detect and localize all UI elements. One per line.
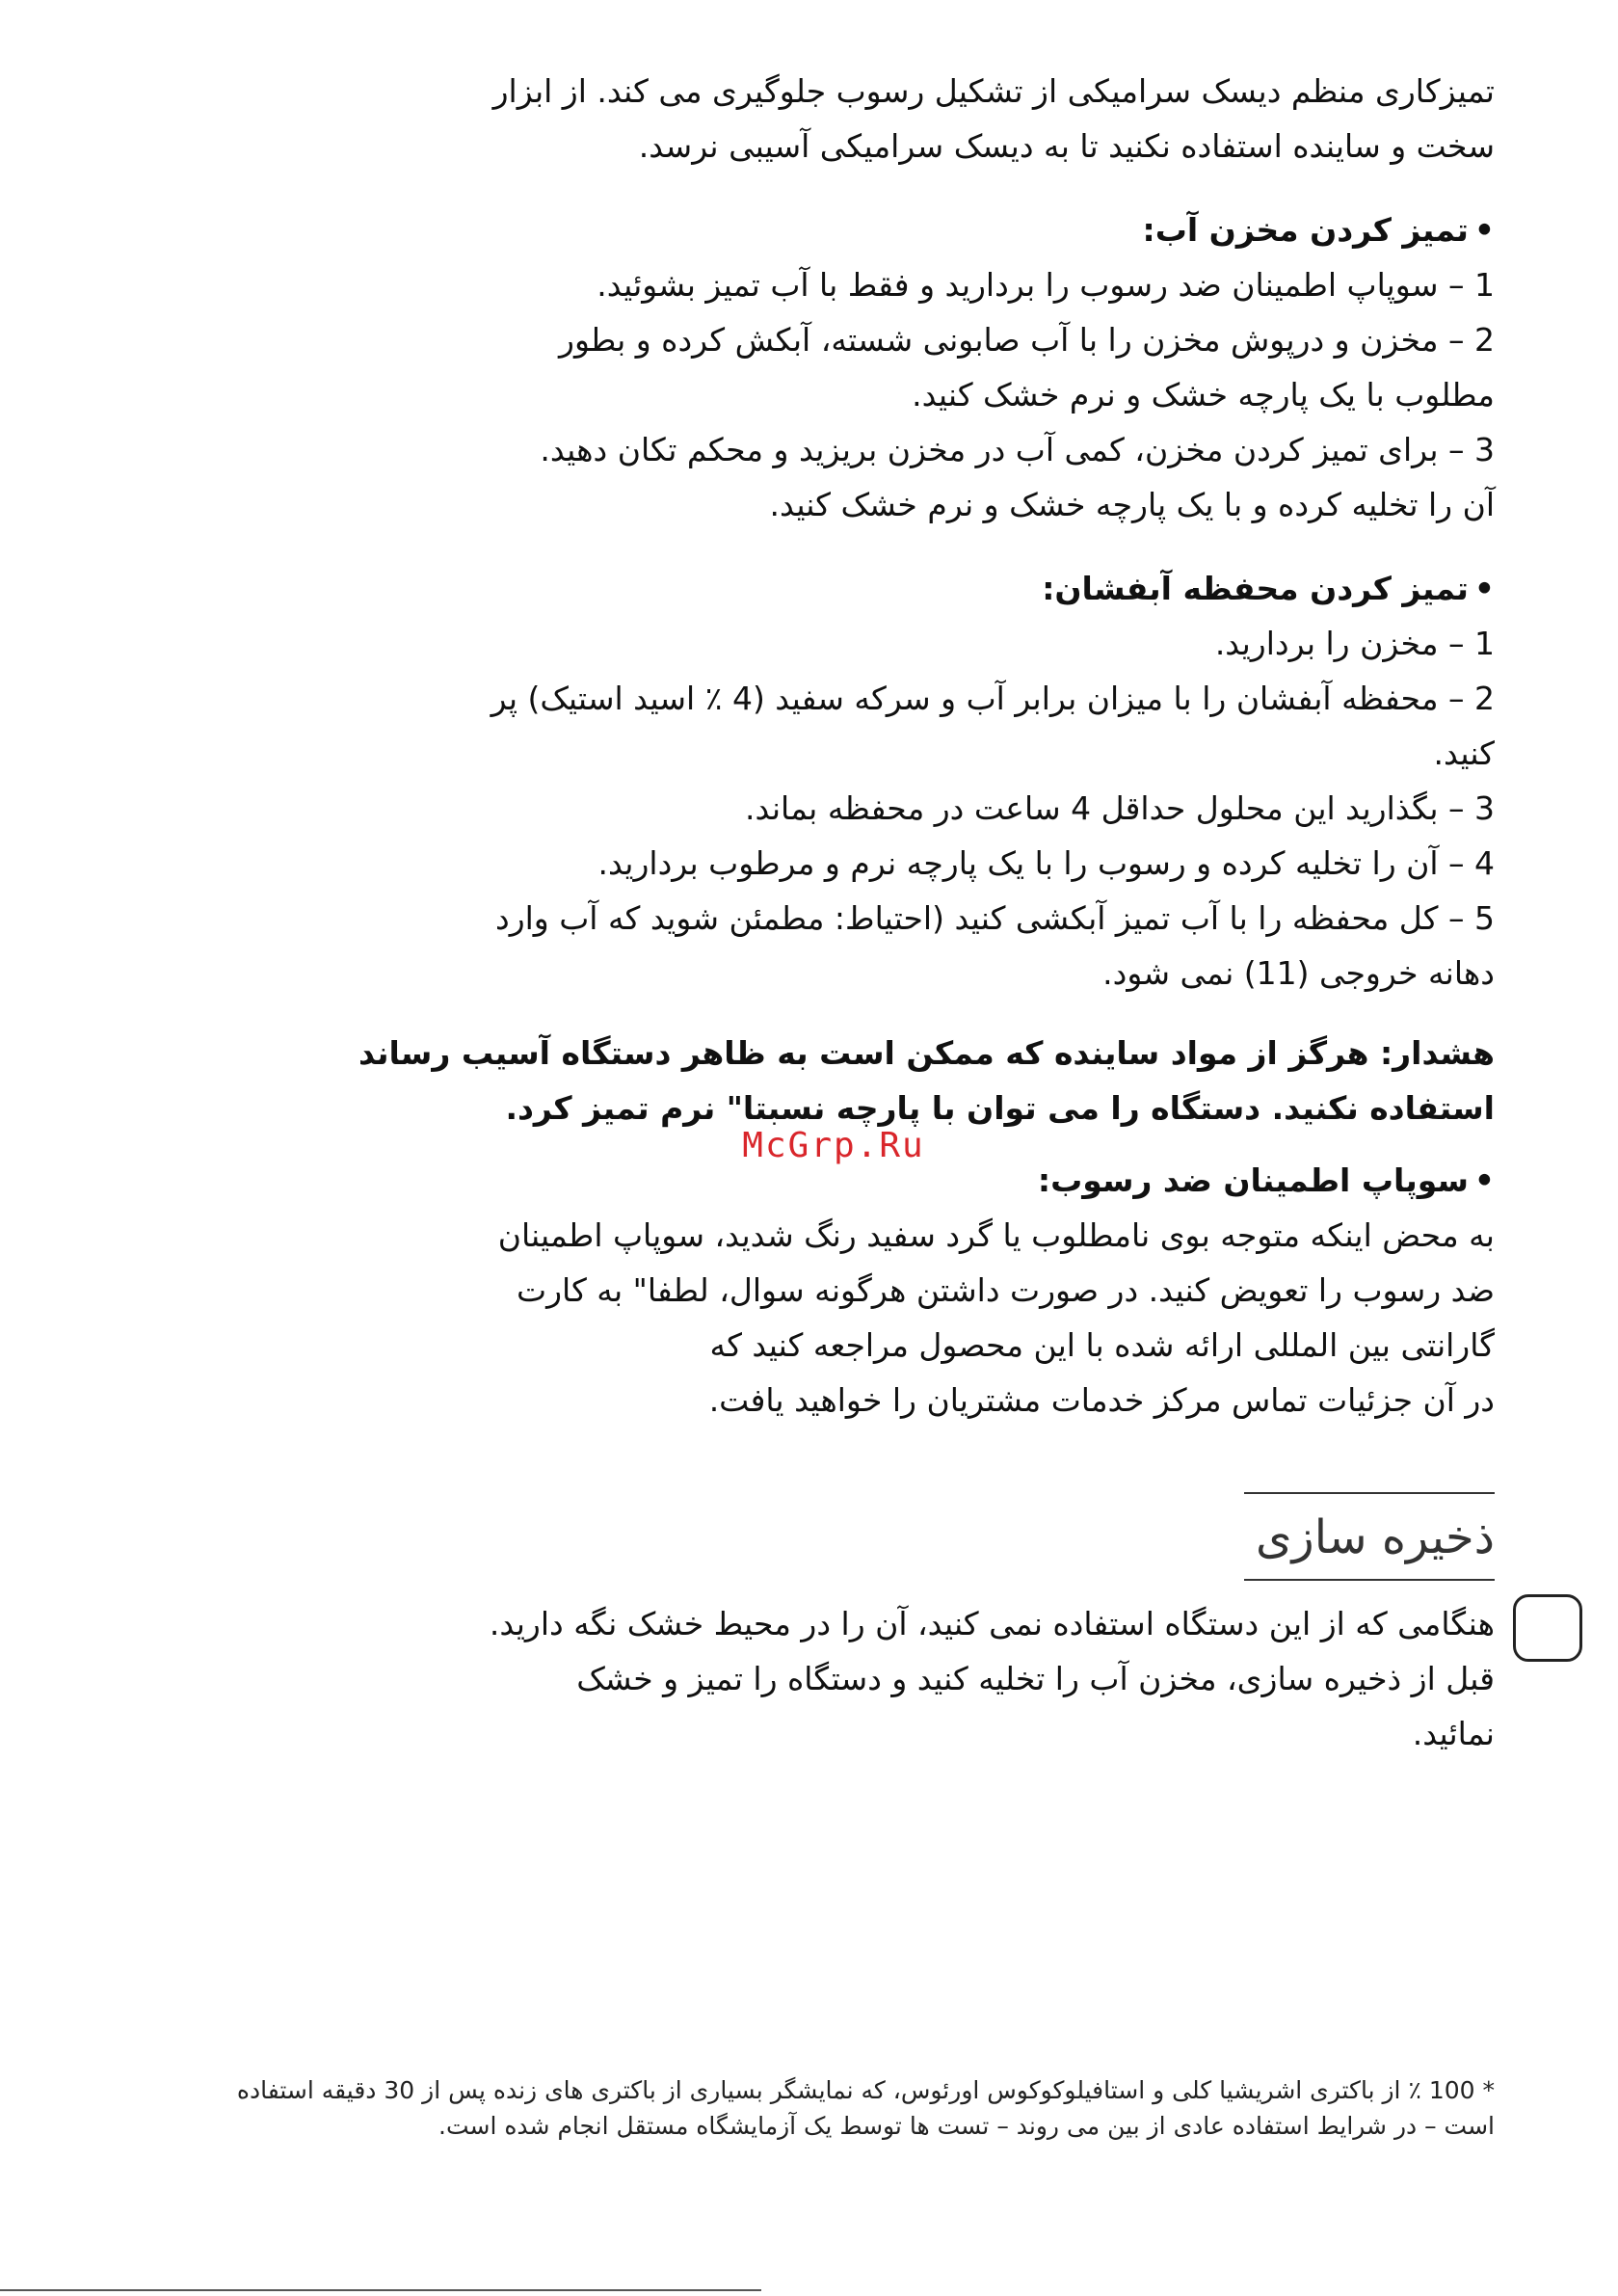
valve-section [358,1153,1495,1428]
page-tab-marker [1513,1594,1582,1662]
section-heading: • تمیز کردن مخزن آب: [358,202,1495,257]
footnote-line: * 100 ٪ از باکتری اشریشیا کلی و استافیلوکوکوس اورئوس، که نمایشگر بسیاری از باکتری های زنده پس از 30 دقیقه استفاده [236,2076,1495,2104]
step-line: 5 – کل محفظه را با آب تمیز آبکشی کنید (احتیاط: مطمئن شوید که آب وارد [495,899,1495,937]
storage-paragraph [358,1596,1495,1761]
step-line: 4 – آن را تخلیه کرده و رسوب را با یک پارچه نرم و مرطوب بردارید. [597,844,1495,882]
step-line: 1 – سوپاپ اطمینان ضد رسوب را بردارید و فقط با آب تمیز بشوئید. [597,266,1495,304]
intro-paragraph [358,64,1495,174]
warning-line: هشدار: هرگز از مواد ساینده که ممکن است به ظاهر دستگاه آسیب رساند [358,1034,1495,1072]
text-line: ضد رسوب را تعویض کنید. در صورت داشتن هرگونه سوال، لطفا" به کارت [517,1271,1495,1309]
section-heading: • سوپاپ اطمینان ضد رسوب: [358,1153,1495,1208]
step-line: 2 – محفظه آبفشان را با میزان برابر آب و سرکه سفید (4 ٪ اسید استیک) پر [491,680,1495,717]
step-line: کنید. [1433,734,1495,772]
section-heading: • تمیز کردن محفظه آبفشان: [358,561,1495,616]
step-line: آن را تخلیه کرده و با یک پارچه خشک و نرم خشک کنید. [769,486,1495,523]
bottom-divider [0,2289,761,2291]
storage-title: ذخیره سازی [1255,1510,1495,1564]
text-line: قبل از ذخیره سازی، مخزن آب را تخلیه کنید و دستگاه را تمیز و خشک [576,1660,1495,1697]
text-line: هنگامی که از این دستگاه استفاده نمی کنید، آن را در محیط خشک نگه دارید. [489,1605,1495,1642]
warning-line: استفاده نکنید. دستگاه را می توان با پارچه نسبتا" نرم تمیز کرد. [505,1089,1495,1127]
step-line: 3 – بگذارید این محلول حداقل 4 ساعت در محفظه بماند. [745,789,1495,827]
footnote [88,2072,1495,2144]
text-line: گارانتی بین المللی ارائه شده با این محصول مراجعه کنید که [709,1326,1495,1364]
text-line: به محض اینکه متوجه بوی نامطلوب یا گرد سفید رنگ شدید، سوپاپ اطمینان [497,1216,1495,1254]
step-line: مطلوب با یک پارچه خشک و نرم خشک کنید. [912,376,1495,414]
title-rule-bottom [1244,1579,1495,1581]
step-line: دهانه خروجی (11) نمی شود. [1102,954,1495,992]
step-line: 3 – برای تمیز کردن مخزن، کمی آب در مخزن بریزید و محکم تکان دهید. [540,431,1495,468]
title-rule-top [1244,1492,1495,1494]
step-line: 2 – مخزن و درپوش مخزن را با آب صابونی شسته، آبکش کرده و بطور [559,321,1495,359]
warning-block [358,1026,1495,1135]
step-line: 1 – مخزن را بردارید. [1214,625,1495,662]
text-line: نمائید. [1412,1715,1495,1752]
text-line: در آن جزئیات تماس مرکز خدمات مشتریان را خواهید یافت. [708,1381,1495,1419]
tank-cleaning-section [358,202,1495,532]
text-line: سخت و ساینده استفاده نکنید تا به دیسک سرامیکی آسیبی نرسد. [638,127,1495,165]
footnote-line: است – در شرایط استفاده عادی از بین می روند – تست ها توسط یک آزمایشگاه مستقل انجام شده است. [438,2112,1495,2140]
chamber-cleaning-section [358,561,1495,1001]
text-line: تمیزکاری منظم دیسک سرامیکی از تشکیل رسوب جلوگیری می کند. از ابزار [492,72,1495,110]
watermark: McGrp.Ru [742,1126,925,1165]
